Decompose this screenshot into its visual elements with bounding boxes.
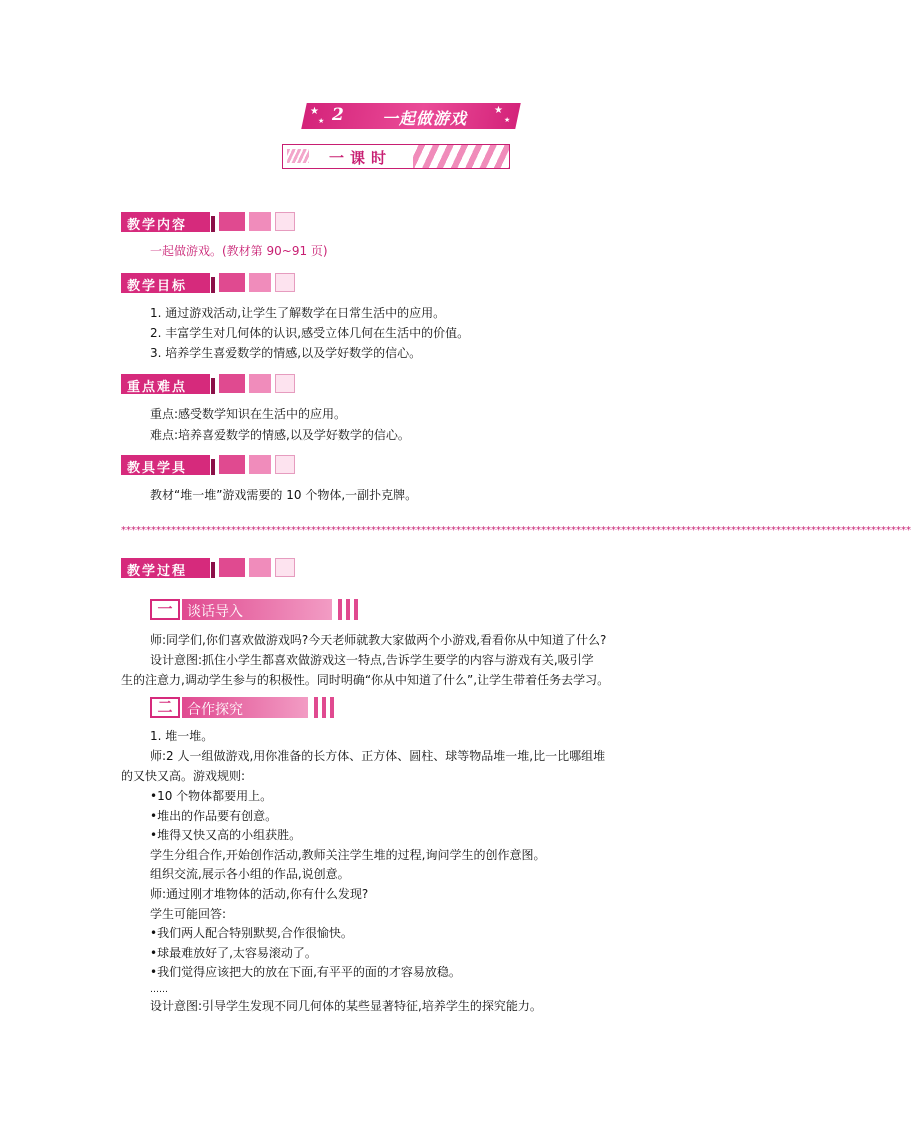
paragraph-line: 设计意图:引导学生发现不同几何体的某些显著特征,培养学生的探究能力。 — [150, 999, 542, 1013]
goal-line: 1. 通过游戏活动,让学生了解数学在日常生活中的应用。 — [150, 306, 446, 320]
paragraph-line: 师:通过刚才堆物体的活动,你有什么发现? — [150, 887, 369, 901]
decor-stripes — [287, 149, 309, 163]
paragraph-line: 学生可能回答: — [150, 907, 227, 921]
paragraph-line: 设计意图:抓住小学生都喜欢做游戏这一特点,告诉学生要学的内容与游戏有关,吸引学 — [150, 653, 594, 667]
part-number: 二 — [150, 697, 180, 718]
goal-line: 3. 培养学生喜爱数学的情感,以及学好数学的信心。 — [150, 346, 422, 360]
goal-line: 2. 丰富学生对几何体的认识,感受立体几何在生活中的价值。 — [150, 326, 470, 340]
paragraph-line: 学生分组合作,开始创作活动,教师关注学生堆的过程,询问学生的创作意图。 — [150, 848, 546, 862]
star-icon: ★ — [318, 117, 325, 125]
section-label: 教学内容 — [127, 218, 188, 233]
paragraph-line: 1. 堆一堆。 — [150, 729, 214, 743]
part-title: 合作探究 — [187, 702, 243, 718]
answer-item: •球最难放好了,太容易滚动了。 — [150, 946, 317, 960]
lesson-bar — [282, 144, 510, 169]
star-icon: ★ — [310, 106, 319, 117]
section-label: 教学目标 — [127, 279, 188, 294]
content-line: 一起做游戏。(教材第 90~91 页) — [150, 244, 328, 258]
section-label: 重点难点 — [127, 380, 188, 395]
answer-item: •我们两人配合特别默契,合作很愉快。 — [150, 926, 353, 940]
key-line: 难点:培养喜爱数学的情感,以及学好数学的信心。 — [150, 428, 410, 442]
star-icon: ★ — [494, 105, 503, 116]
rule-item: •10 个物体都要用上。 — [150, 789, 273, 803]
paragraph-line: 组织交流,展示各小组的作品,说创意。 — [150, 867, 350, 881]
part-title: 谈话导入 — [187, 604, 243, 620]
tools-line: 教材“堆一堆”游戏需要的 10 个物体,一副扑克牌。 — [150, 488, 418, 502]
section-label: 教具学具 — [127, 461, 188, 476]
title-number: 2 — [332, 105, 344, 125]
star-icon: ★ — [504, 116, 511, 124]
paragraph-line: 的又快又高。游戏规则: — [121, 769, 246, 783]
section-label: 教学过程 — [127, 564, 188, 579]
ellipsis: …… — [150, 985, 168, 995]
paragraph-line: 师:2 人一组做游戏,用你准备的长方体、正方体、圆柱、球等物品堆一堆,比一比哪组堆 — [150, 749, 606, 763]
page-title: 一起做游戏 — [382, 109, 468, 128]
key-line: 重点:感受数学知识在生活中的应用。 — [150, 407, 347, 421]
rule-item: •堆出的作品要有创意。 — [150, 809, 278, 823]
part-number: 一 — [150, 599, 180, 620]
divider: ************************************************************************************************************************************************************** — [121, 525, 911, 536]
paragraph-line: 师:同学们,你们喜欢做游戏吗?今天老师就教大家做两个小游戏,看看你从中知道了什么? — [150, 633, 607, 647]
decor-stripes — [413, 145, 509, 168]
answer-item: •我们觉得应该把大的放在下面,有平平的面的才容易放稳。 — [150, 965, 461, 979]
lesson-label: 一课时 — [329, 149, 393, 167]
title-banner — [301, 103, 521, 129]
paragraph-line: 生的注意力,调动学生参与的积极性。同时明确“你从中知道了什么”,让学生带着任务去学习。 — [121, 673, 610, 687]
rule-item: •堆得又快又高的小组获胜。 — [150, 828, 302, 842]
